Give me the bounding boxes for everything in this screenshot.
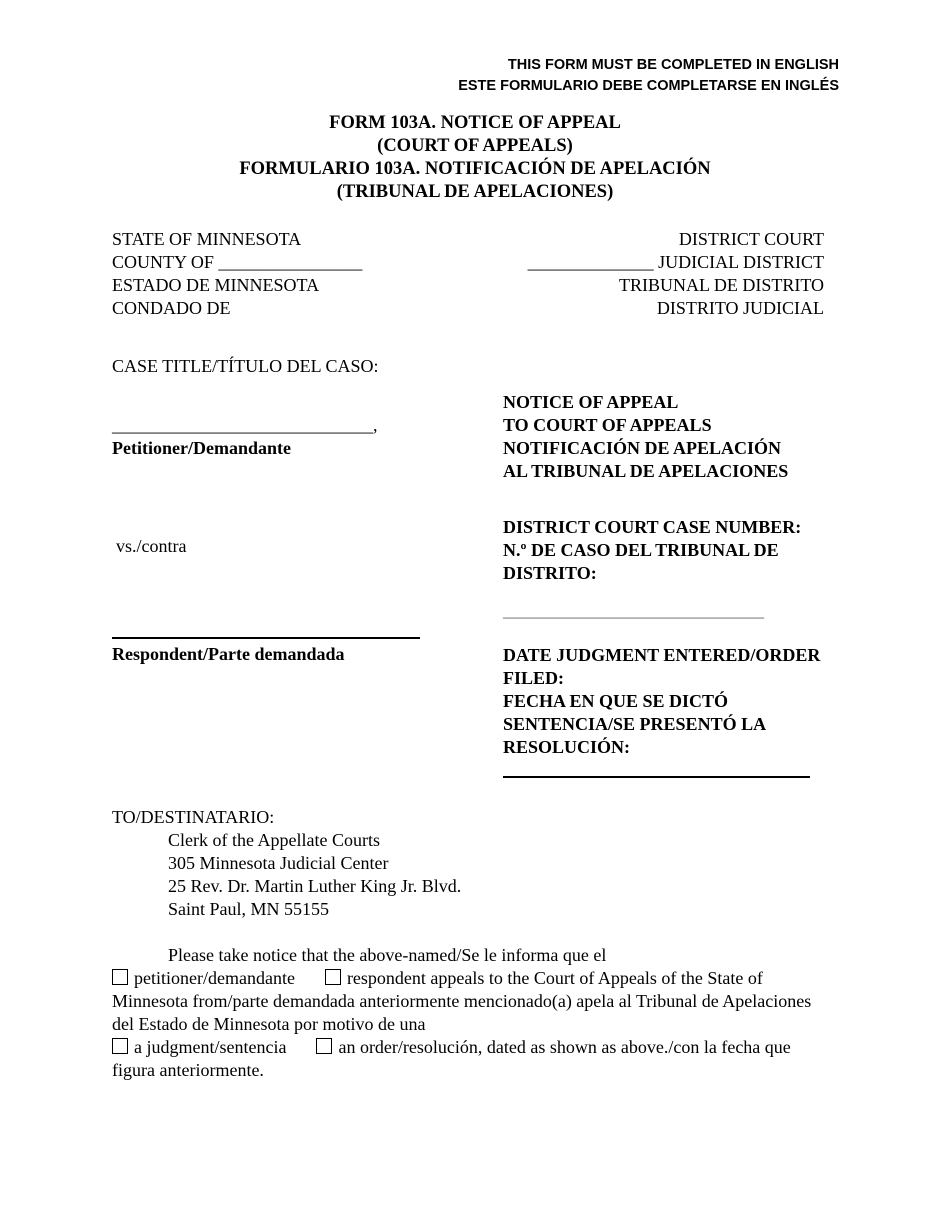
appeal-text-line4: del Estado de Minnesota por motivo de una — [112, 1014, 426, 1034]
caption-right — [528, 228, 824, 320]
language-notice — [458, 55, 839, 97]
appeal-text-line6: figura anteriormente. — [112, 1060, 264, 1080]
recipient-block — [112, 806, 461, 921]
appellant-options-row — [112, 967, 852, 990]
respondent-checkbox[interactable] — [325, 969, 341, 985]
form-title-line1: FORM 103A. NOTICE OF APPEAL — [329, 113, 621, 133]
case-number-field[interactable]: _____________________________ — [503, 600, 764, 620]
ruling-options-row — [112, 1036, 852, 1059]
recipient-address-line3: 25 Rev. Dr. Martin Luther King Jr. Blvd. — [168, 876, 462, 896]
order-option-label: an order/resolución, dated as shown as above./con la fecha que — [338, 1037, 791, 1057]
judgment-option-label: a judgment/sentencia — [134, 1037, 287, 1057]
date-label-line5: RESOLUCIÓN: — [503, 737, 631, 757]
tribunal-label: TRIBUNAL DE DISTRITO — [619, 275, 824, 295]
language-notice-es: ESTE FORMULARIO DEBE COMPLETARSE EN INGLÉS — [458, 78, 839, 94]
date-label-line3: FECHA EN QUE SE DICTÓ — [503, 691, 729, 711]
case-number-label — [503, 516, 801, 585]
date-label-line2: FILED: — [503, 668, 565, 688]
condado-label: CONDADO DE — [112, 298, 231, 318]
respondent-label: Respondent/Parte demandada — [112, 644, 345, 664]
date-judgment-field[interactable] — [503, 776, 810, 778]
state-label: STATE OF MINNESOTA — [112, 229, 302, 249]
notice-heading-line3: NOTIFICACIÓN DE APELACIÓN — [503, 438, 782, 458]
form-title — [0, 112, 950, 204]
form-title-line2: (COURT OF APPEALS) — [377, 136, 573, 156]
date-judgment-label — [503, 644, 820, 759]
respondent-option-label: respondent appeals to the Court of Appeals of the State of — [346, 968, 763, 988]
language-notice-en: THIS FORM MUST BE COMPLETED IN ENGLISH — [507, 57, 839, 73]
county-field[interactable]: COUNTY OF ________________ — [112, 252, 363, 272]
caption-left — [112, 228, 362, 320]
recipient-address-line2: 305 Minnesota Judicial Center — [168, 853, 389, 873]
notice-heading-line2: TO COURT OF APPEALS — [503, 415, 712, 435]
estado-label: ESTADO DE MINNESOTA — [112, 275, 320, 295]
respondent-name-field[interactable] — [112, 637, 420, 639]
recipient-address-line4: Saint Paul, MN 55155 — [168, 899, 330, 919]
case-title-label: CASE TITLE/TÍTULO DEL CASO: — [112, 356, 379, 376]
case-number-line3: DISTRITO: — [503, 563, 597, 583]
case-number-line1: DISTRICT COURT CASE NUMBER: — [503, 517, 802, 537]
case-number-line2: N.º DE CASO DEL TRIBUNAL DE — [503, 540, 779, 560]
appeal-text-line3: Minnesota from/parte demandada anteriormente mencionado(a) apela al Tribunal de Apelaciones — [112, 991, 812, 1011]
recipient-label: TO/DESTINATARIO: — [112, 807, 275, 827]
appeal-intro: Please take notice that the above-named/Se le informa que el — [168, 945, 607, 965]
petitioner-name-field[interactable]: _____________________________, — [112, 415, 378, 435]
judicial-district-field[interactable]: ______________ JUDICIAL DISTRICT — [527, 252, 824, 272]
distrito-judicial-label: DISTRITO JUDICIAL — [656, 298, 824, 318]
judgment-checkbox[interactable] — [112, 1038, 128, 1054]
petitioner-option-label: petitioner/demandante — [134, 968, 295, 988]
form-title-line4: (TRIBUNAL DE APELACIONES) — [336, 182, 614, 202]
notice-heading-line1: NOTICE OF APPEAL — [503, 392, 679, 412]
petitioner-checkbox[interactable] — [112, 969, 128, 985]
recipient-address-line1: Clerk of the Appellate Courts — [168, 830, 380, 850]
notice-of-appeal-heading — [503, 391, 788, 483]
order-checkbox[interactable] — [316, 1038, 332, 1054]
notice-heading-line4: AL TRIBUNAL DE APELACIONES — [503, 461, 789, 481]
appeal-statement — [112, 944, 852, 1082]
petitioner-label: Petitioner/Demandante — [112, 438, 291, 458]
versus-label: vs./contra — [116, 536, 187, 556]
date-label-line4: SENTENCIA/SE PRESENTÓ LA — [503, 714, 767, 734]
date-label-line1: DATE JUDGMENT ENTERED/ORDER — [503, 645, 821, 665]
district-court-label: DISTRICT COURT — [678, 229, 824, 249]
form-title-line3: FORMULARIO 103A. NOTIFICACIÓN DE APELACIÓN — [239, 159, 711, 179]
